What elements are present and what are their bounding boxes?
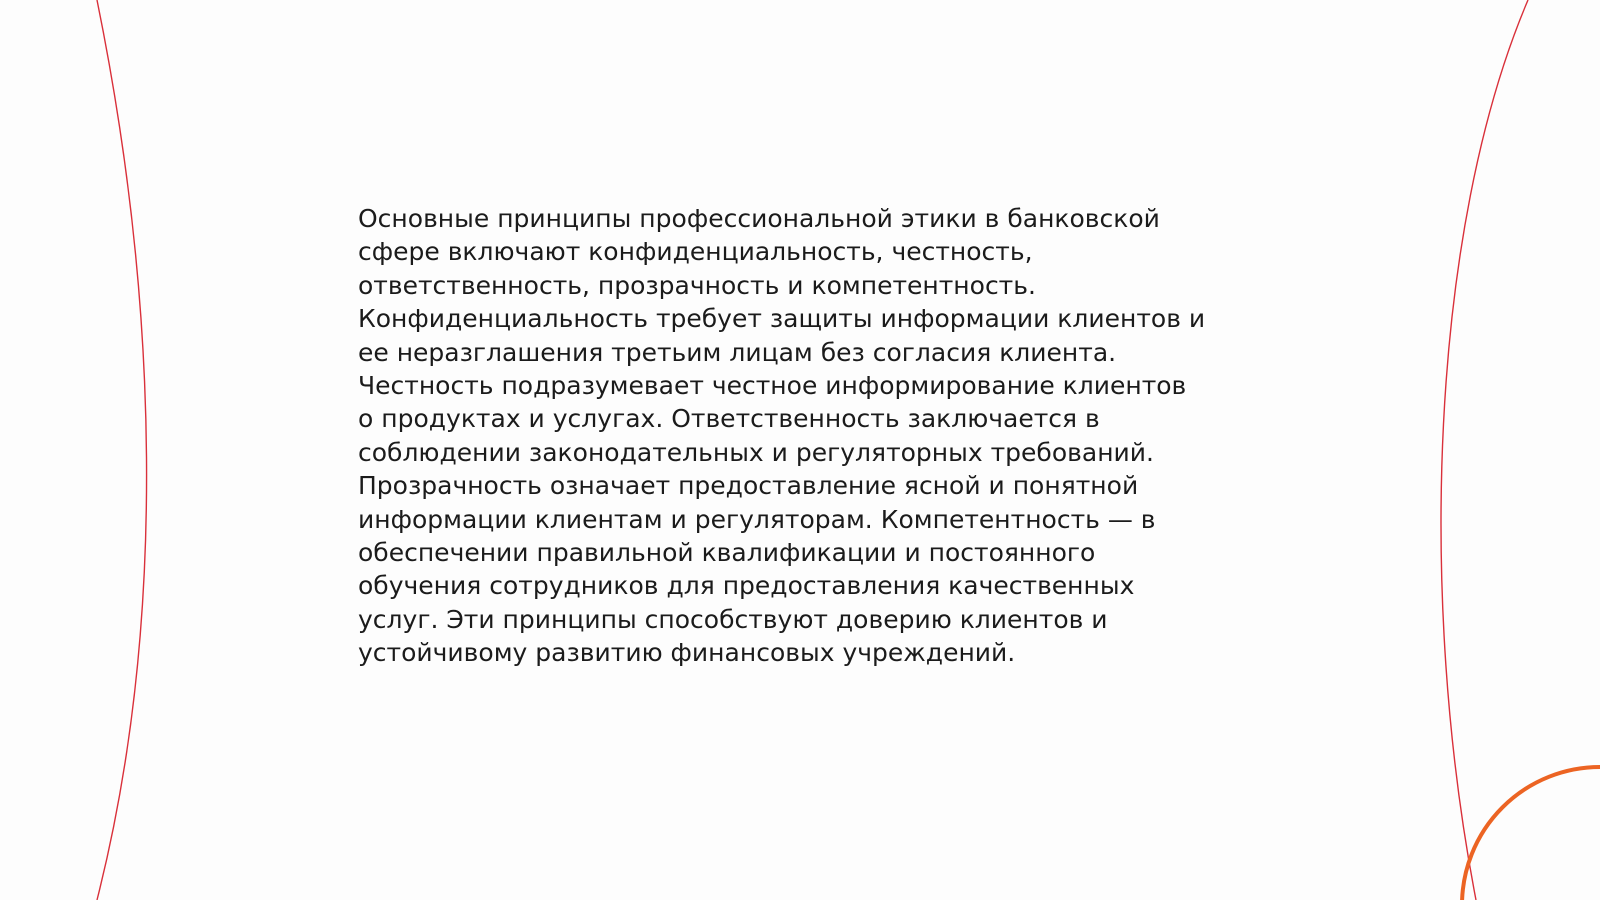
slide-body-text: Основные принципы профессиональной этики в банковской сфере включают конфиденциальность, честность, ответственность, прозрачность и компетентность. Конфиденциальность требует защиты информации клиентов и ее неразглашения третьим лицам без согласия клиента. Честность подразумевает честное информирование клиентов о продуктах и услугах. Ответственность заключается в соблюдении законодательных и регуляторных требований. Прозрачность означает предоставление ясной и понятной информации клиентам и регуляторам. Компетентность — в обеспечении правильной квалификации и постоянного обучения сотрудников для предоставления качественных услуг. Эти принципы способствуют доверию клиентов и устойчивому развитию финансовых учреждений. (358, 204, 1206, 668)
orange-accent-arc (1462, 767, 1600, 900)
right-curve-line (1441, 0, 1528, 900)
left-curve-line (97, 0, 147, 900)
